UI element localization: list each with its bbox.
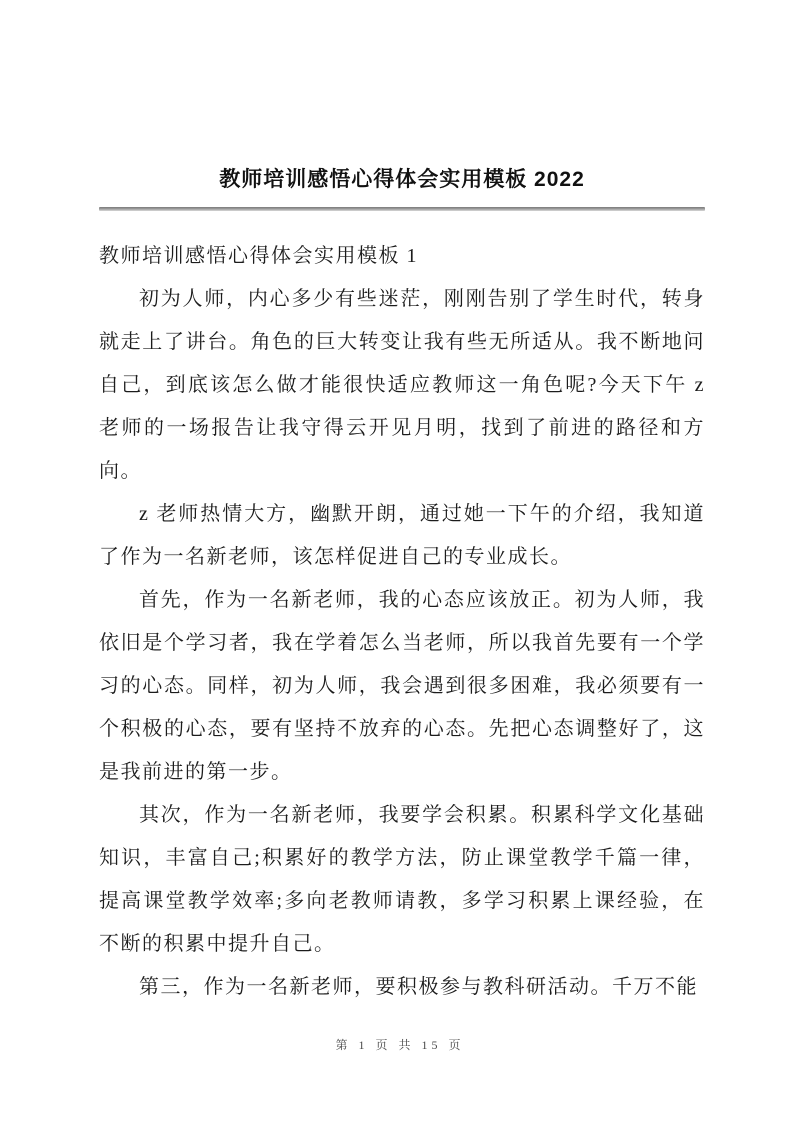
title-divider bbox=[99, 207, 705, 211]
paragraph: 初为人师，内心多少有些迷茫，刚刚告别了学生时代，转身就走上了讲台。角色的巨大转变让我有些无所适从。我不断地问自己，到底该怎么做才能很快适应教师这一角色呢?今天下午 z 老师的一场报告让我守得云开见月明，找到了前进的路径和方向。 bbox=[99, 288, 705, 482]
section-heading: 教师培训感悟心得体会实用模板 1 bbox=[99, 245, 418, 267]
paragraph: z 老师热情大方，幽默开朗，通过她一下午的介绍，我知道了作为一名新老师，该怎样促进自己的专业成长。 bbox=[99, 503, 705, 568]
paragraph: 其次，作为一名新老师，我要学会积累。积累科学文化基础知识，丰富自己;积累好的教学方法，防止课堂教学千篇一律，提高课堂教学效率;多向老教师请教，多学习积累上课经验，在不断的积累中提升自己。 bbox=[99, 804, 705, 955]
paragraph: 第三，作为一名新老师，要积极参与教科研活动。千万不能 bbox=[139, 976, 698, 998]
document-title: 教师培训感悟心得体会实用模板 2022 bbox=[219, 168, 585, 191]
page-footer: 第 1 页 共 15 页 bbox=[335, 1038, 465, 1052]
paragraph: 首先，作为一名新老师，我的心态应该放正。初为人师，我依旧是个学习者，我在学着怎么当老师，所以我首先要有一个学习的心态。同样，初为人师，我会遇到很多困难，我必须要有一个积极的心态，要有坚持不放弃的心态。先把心态调整好了，这是我前进的第一步。 bbox=[99, 589, 705, 783]
document-body bbox=[99, 235, 705, 1009]
